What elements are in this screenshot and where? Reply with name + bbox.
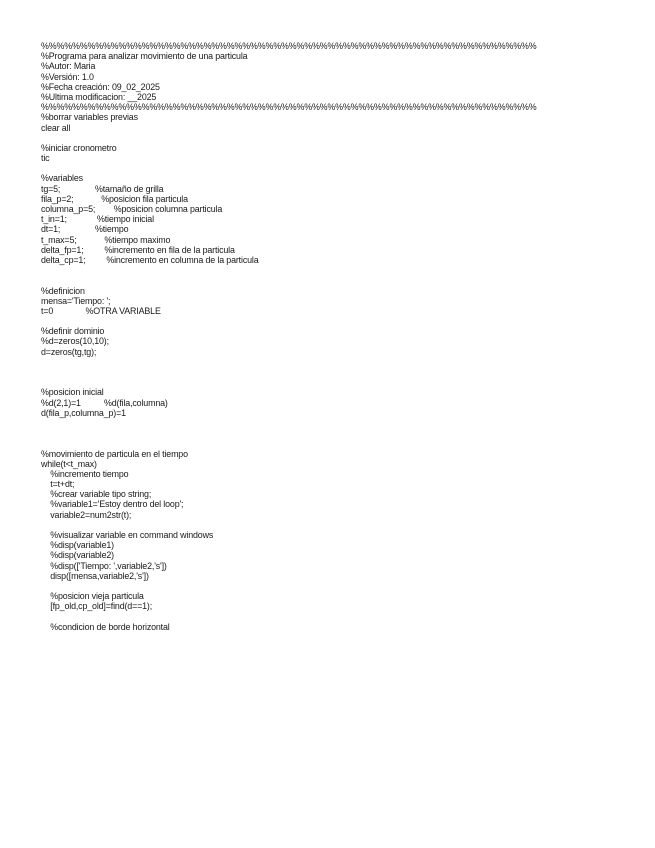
- code-line: dt=1; %tiempo: [41, 224, 129, 235]
- code-line: [41, 133, 655, 143]
- code-line: %Autor: Maria: [41, 61, 96, 72]
- code-line: %variable1='Estoy dentro del loop';: [41, 499, 184, 510]
- code-line: %crear variable tipo string;: [41, 489, 152, 500]
- code-line: while(t<t_max): [41, 458, 97, 469]
- code-line: [41, 377, 655, 387]
- code-line: fila_p=2; %posicion fila particula: [41, 193, 188, 204]
- code-line: [41, 612, 655, 622]
- code-line: %disp(variable2): [41, 550, 114, 561]
- code-line: %Ultima modificacion: __2025: [41, 91, 157, 102]
- code-line: [41, 265, 655, 275]
- code-line: %disp(variable1): [41, 540, 114, 551]
- code-line: [41, 367, 655, 377]
- code-line: t=0 %OTRA VARIABLE: [41, 305, 161, 316]
- code-line: disp([mensa,variable2,'s']): [41, 570, 149, 581]
- code-line: %condicion de borde horizontal: [41, 621, 170, 632]
- code-line: %definicion: [41, 285, 85, 296]
- code-line: %posicion vieja particula: [41, 591, 144, 602]
- code-line: [41, 418, 655, 428]
- code-line: %borrar variables previas: [41, 112, 138, 123]
- code-line: %disp(['Tiempo: ',variable2,'s']): [41, 560, 167, 571]
- code-line: tg=5; %tamaño de grilla: [41, 183, 164, 194]
- code-line: %incremento tiempo: [41, 468, 129, 479]
- code-line: %movimiento de particula en el tiempo: [41, 448, 188, 459]
- code-line: [41, 316, 655, 326]
- code-line: %Versión: 1.0: [41, 71, 94, 82]
- code-line: delta_fp=1; %incremento en fila de la particula: [41, 244, 235, 255]
- code-line: delta_cp=1; %incremento en columna de la particula: [41, 254, 259, 265]
- code-line: t_in=1; %tiempo inicial: [41, 214, 154, 225]
- code-line: [41, 163, 655, 173]
- code-line: %variables: [41, 173, 83, 184]
- code-line: %visualizar variable en command windows: [41, 530, 214, 540]
- code-line: [41, 438, 655, 448]
- code-line: clear all: [41, 122, 71, 133]
- code-line: %posicion inicial: [41, 387, 104, 398]
- code-line: d(fila_p,columna_p)=1: [41, 407, 126, 418]
- code-line: mensa='Tiempo: ';: [41, 295, 111, 306]
- code-line: %Programa para analizar movimiento de una particula: [41, 51, 248, 62]
- code-line: %%%%%%%%%%%%%%%%%%%%%%%%%%%%%%%%%%%%%%%%%%%%%%%%%%%%%%%%%%%%%%%%: [41, 41, 537, 51]
- code-line: %%%%%%%%%%%%%%%%%%%%%%%%%%%%%%%%%%%%%%%%%%%%%%%%%%%%%%%%%%%%%%%%: [41, 102, 537, 113]
- code-line: d=zeros(tg,tg);: [41, 346, 97, 357]
- code-line: %d=zeros(10,10);: [41, 336, 109, 347]
- code-listing: [41, 41, 655, 632]
- code-line: variable2=num2str(t);: [41, 509, 132, 520]
- code-line: [41, 275, 655, 285]
- code-line: %definir dominio: [41, 326, 105, 337]
- code-line: %d(2,1)=1 %d(fila,columna): [41, 397, 168, 408]
- code-line: t=t+dt;: [41, 479, 75, 490]
- code-line: [41, 357, 655, 367]
- code-line: tic: [41, 153, 50, 164]
- code-line: columna_p=5; %posicion columna particula: [41, 204, 223, 214]
- code-line: [41, 428, 655, 438]
- code-line: %Fecha creación: 09_02_2025: [41, 81, 160, 92]
- code-line: [41, 581, 655, 591]
- code-line: %iniciar cronometro: [41, 142, 117, 153]
- code-line: [fp_old,cp_old]=find(d==1);: [41, 601, 153, 612]
- code-line: t_max=5; %tiempo maximo: [41, 234, 171, 245]
- code-line: [41, 520, 655, 530]
